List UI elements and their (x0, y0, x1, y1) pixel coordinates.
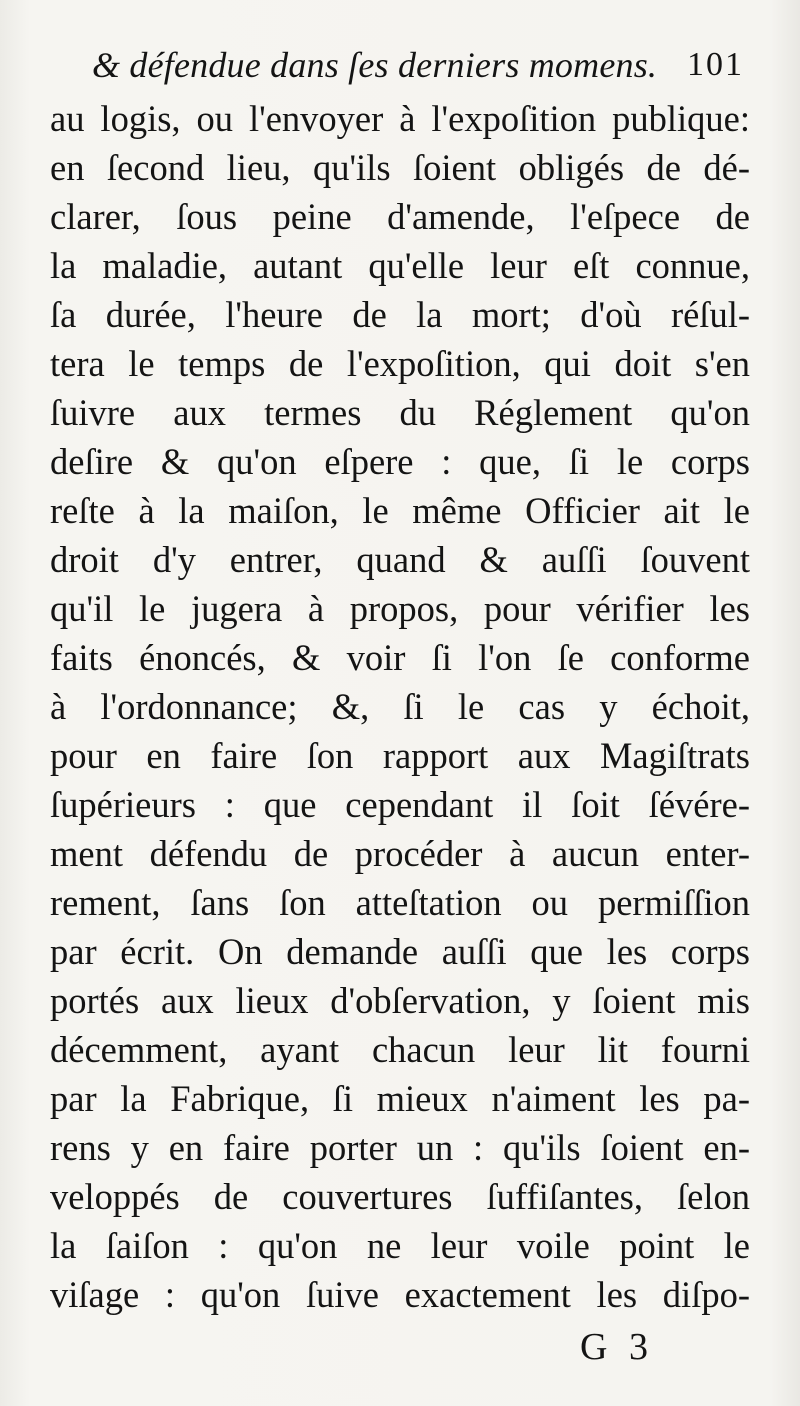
text-line: ſuivre aux termes du Réglement qu'on (50, 392, 750, 433)
text-line: pour en faire ſon rapport aux Magiſtrats (50, 735, 750, 776)
text-line: en ſecond lieu, qu'ils ſoient obligés de dé- (50, 147, 750, 188)
text-line: viſage : qu'on ſuive exactement les diſpo- (50, 1274, 750, 1315)
text-line: droit d'y entrer, quand & auſſi ſouvent (50, 539, 750, 580)
text-line: par écrit. On demande auſſi que les corps (50, 931, 750, 972)
text-line: clarer, ſous peine d'amende, l'eſpece de (50, 196, 750, 237)
text-line: qu'il le jugera à propos, pour vérifier les (50, 588, 750, 629)
text-line: deſire & qu'on eſpere : que, ſi le corps (50, 441, 750, 482)
text-line: la ſaiſon : qu'on ne leur voile point le (50, 1225, 750, 1266)
text-line: au logis, ou l'envoyer à l'expoſition publique: (50, 98, 750, 139)
text-line: ment défendu de procéder à aucun enter- (50, 833, 750, 874)
running-head: & défendue dans ſes derniers momens. (92, 45, 658, 85)
page-number: 101 (687, 46, 744, 83)
text-line: portés aux lieux d'obſervation, y ſoient mis (50, 980, 750, 1021)
text-line: la maladie, autant qu'elle leur eſt connue, (50, 245, 750, 286)
text-line: ſupérieurs : que cependant il ſoit ſévére- (50, 784, 750, 825)
text-line: à l'ordonnance; &, ſi le cas y échoit, (50, 686, 750, 727)
text-line: rens y en faire porter un : qu'ils ſoient en- (50, 1127, 750, 1168)
text-line: veloppés de couvertures ſuffiſantes, ſelon (50, 1176, 750, 1217)
text-line: rement, ſans ſon atteſtation ou permiſſion (50, 882, 750, 923)
text-line: reſte à la maiſon, le même Officier ait le (50, 490, 750, 531)
signature-mark: G 3 (580, 1326, 654, 1368)
text-line: tera le temps de l'expoſition, qui doit s'en (50, 343, 750, 384)
text-line: par la Fabrique, ſi mieux n'aiment les pa- (50, 1078, 750, 1119)
text-line: faits énoncés, & voir ſi l'on ſe conforme (50, 637, 750, 678)
body-text (50, 94, 750, 1319)
page-header (92, 40, 744, 90)
text-line: décemment, ayant chacun leur lit fourni (50, 1029, 750, 1070)
text-line: ſa durée, l'heure de la mort; d'où réſul- (50, 294, 750, 335)
